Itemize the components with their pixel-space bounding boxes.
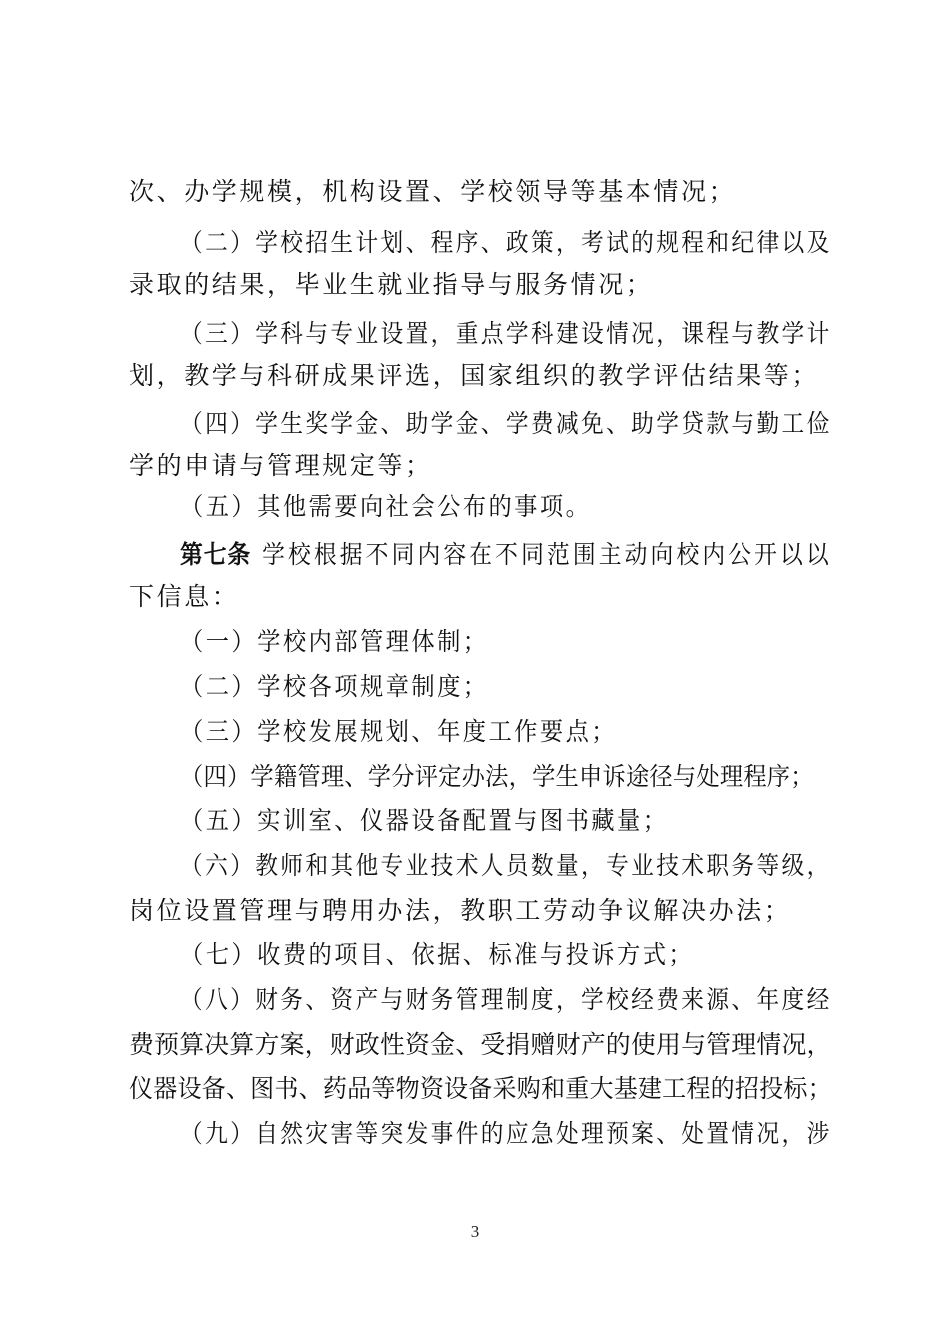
text-line: （五）其他需要向社会公布的事项。	[180, 492, 592, 521]
article-line	[180, 540, 832, 570]
text-line: （三）学科与专业设置，重点学科建设情况，课程与教学计	[180, 319, 832, 348]
text-line: （九）自然灾害等突发事件的应急处理预案、处置情况，涉	[180, 1119, 832, 1148]
text-line: 费预算决算方案，财政性资金、受捐赠财产的使用与管理情况，	[129, 1030, 832, 1059]
text-line: 录取的结果，毕业生就业指导与服务情况；	[129, 270, 654, 299]
text-line: （二）学校招生计划、程序、政策，考试的规程和纪律以及	[180, 228, 832, 257]
text-line: 学的申请与管理规定等；	[129, 451, 433, 480]
text-line: （六）教师和其他专业技术人员数量，专业技术职务等级，	[180, 851, 832, 880]
text-line: （八）财务、资产与财务管理制度，学校经费来源、年度经	[180, 985, 832, 1014]
text-line: 岗位设置管理与聘用办法，教职工劳动争议解决办法；	[129, 896, 792, 925]
text-line: （三）学校发展规划、年度工作要点；	[180, 717, 618, 746]
text-line: 下信息：	[129, 582, 240, 611]
text-line: 仪器设备、图书、药品等物资设备采购和重大基建工程的招投标；	[129, 1074, 832, 1103]
text-line: （二）学校各项规章制度；	[180, 672, 489, 701]
text-line: （四）学生奖学金、助学金、学费减免、助学贷款与勤工俭	[180, 409, 832, 438]
text-line: （七）收费的项目、依据、标准与投诉方式；	[180, 940, 695, 969]
article-heading: 第七条	[180, 540, 252, 569]
article-text: 学校根据不同内容在不同范围主动向校内公开以	[262, 540, 806, 569]
text-line: 次、办学规模，机构设置、学校领导等基本情况；	[129, 177, 737, 206]
text-line: （四）学籍管理、学分评定办法，学生申诉途径与处理程序；	[180, 762, 814, 791]
text-line: （五）实训室、仪器设备配置与图书藏量；	[180, 806, 669, 835]
page-number: 3	[470, 1222, 480, 1241]
text-line: 以	[805, 540, 832, 569]
text-line: （一）学校内部管理体制；	[180, 627, 489, 656]
text-line: 划，教学与科研成果评选，国家组织的教学评估结果等；	[129, 361, 820, 390]
